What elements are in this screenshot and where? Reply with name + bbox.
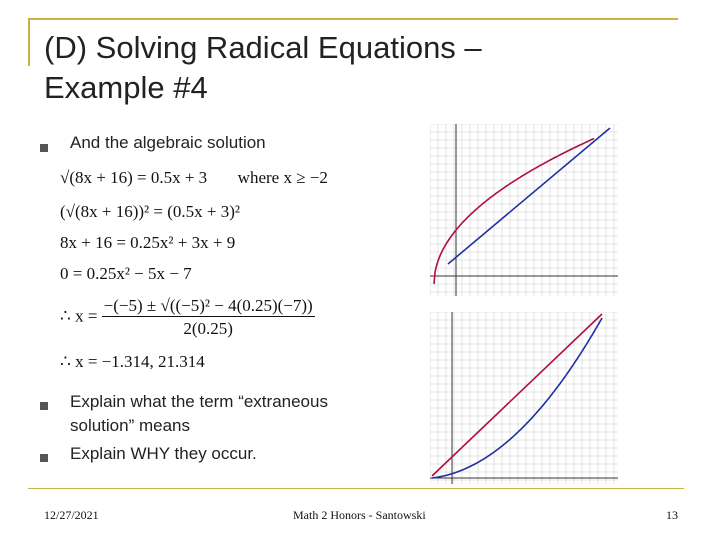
- fraction-denominator: 2(0.25): [183, 319, 233, 338]
- bullet-marker-2: [40, 402, 48, 410]
- bullet-3: Explain WHY they occur.: [70, 444, 257, 463]
- equation-2: (√(8x + 16))² = (0.5x + 3)²: [60, 202, 241, 221]
- equation-1-condition: where x ≥ −2: [237, 168, 328, 187]
- equation-4: 0 = 0.25x² − 5x − 7: [60, 264, 192, 283]
- bullet-marker-1: [40, 144, 48, 152]
- footer-date: 12/27/2021: [44, 508, 99, 522]
- equation-1-left: √(8x + 16) = 0.5x + 3: [60, 168, 208, 187]
- equation-1: [60, 168, 328, 188]
- quadratic-formula-fraction: [102, 296, 315, 339]
- equation-3: 8x + 16 = 0.25x² + 3x + 9: [60, 233, 236, 252]
- bullet-1: And the algebraic solution: [70, 133, 266, 152]
- frame-left-rule: [28, 18, 30, 66]
- frame-top-rule: [28, 18, 678, 20]
- bullet-2: Explain what the term “extraneous solution” means: [70, 392, 328, 435]
- graph-top: [430, 124, 618, 296]
- footer-page-number: 13: [666, 508, 678, 522]
- fraction-numerator: −(−5) ± √((−5)² − 4(0.25)(−7)): [103, 296, 313, 315]
- equation-5-lhs: ∴ x =: [60, 306, 98, 326]
- graph-bottom: [430, 312, 618, 484]
- footer-course: Math 2 Honors - Santowski: [293, 508, 426, 522]
- equation-6: ∴ x = −1.314, 21.314: [60, 352, 205, 371]
- bullet-marker-3: [40, 454, 48, 462]
- slide-title: (D) Solving Radical Equations – Example #4: [44, 30, 482, 105]
- equation-5: [60, 296, 315, 339]
- frame-bottom-rule: [28, 488, 684, 489]
